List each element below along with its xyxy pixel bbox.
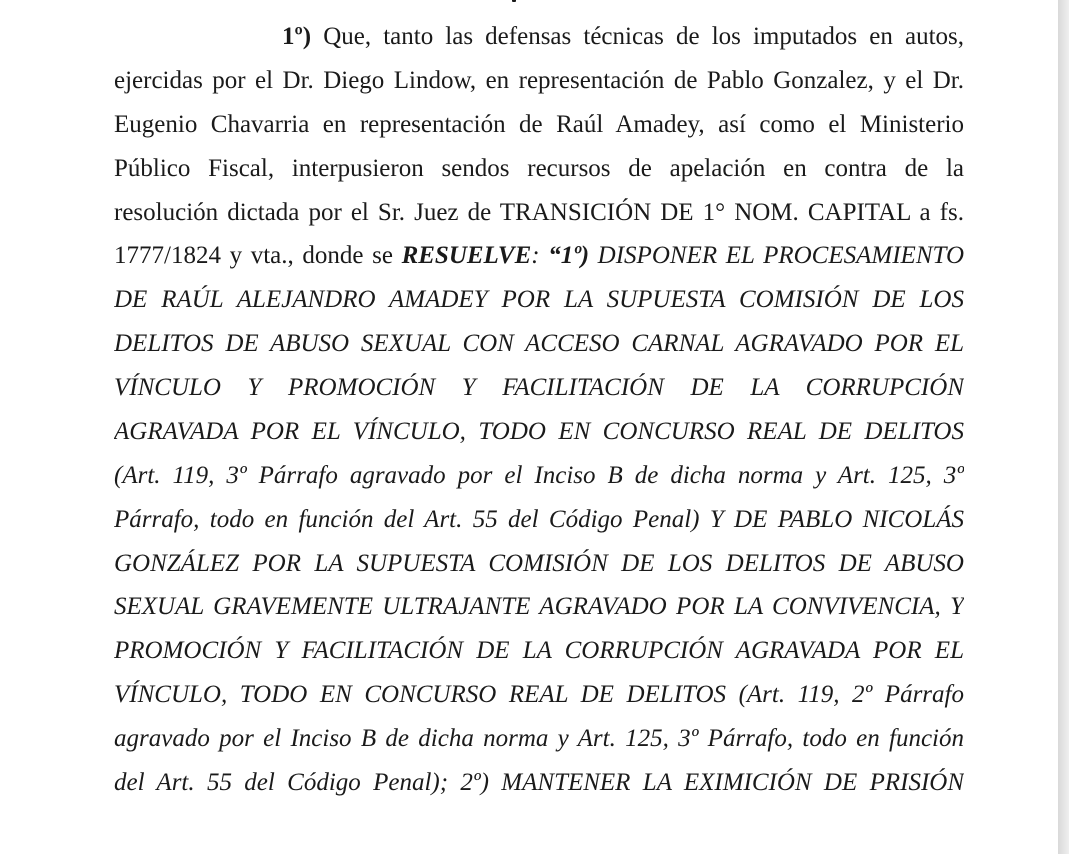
line-text: SEXUAL GRAVEMENTE ULTRAJANTE AGRAVADO POR LA CONVIVENCIA, Y xyxy=(114,593,964,620)
line-text: Párrafo, todo en función del Art. 55 del Código Penal) Y DE PABLO NICOLÁS xyxy=(114,506,964,533)
resuelve-keyword: RESUELVE xyxy=(401,242,532,269)
line-text: AGRAVADA POR EL VÍNCULO, TODO EN CONCURSO REAL DE DELITOS xyxy=(114,418,964,445)
line-text: resolución dictada por el Sr. Juez de TRANSICIÓN DE 1° NOM. CAPITAL a fs. xyxy=(114,199,964,226)
paragraph-line-3 xyxy=(114,110,964,140)
paragraph-number: 1º) xyxy=(282,23,312,50)
paragraph-line-16 xyxy=(114,680,964,710)
paragraph-line-5 xyxy=(114,198,964,228)
paragraph-line-2 xyxy=(114,66,964,96)
line-text: DE RAÚL ALEJANDRO AMADEY POR LA SUPUESTA COMISIÓN DE LOS xyxy=(114,286,964,313)
resolution-number: “1º) xyxy=(548,242,590,269)
line-text: VÍNCULO, TODO EN CONCURSO REAL DE DELITOS (Art. 119, 2º Párrafo xyxy=(114,681,964,708)
paragraph-line-6 xyxy=(114,241,964,271)
line-text: (Art. 119, 3º Párrafo agravado por el Inciso B de dicha norma y Art. 125, 3º xyxy=(114,462,964,489)
line-text: ejercidas por el Dr. Diego Lindow, en representación de Pablo Gonzalez, y el Dr. xyxy=(114,67,964,94)
paragraph-line-1 xyxy=(282,22,964,52)
line-text: 1777/1824 y vta., donde se xyxy=(114,242,402,269)
paragraph-line-17 xyxy=(114,724,964,754)
cut-off-glyph xyxy=(512,0,516,2)
paragraph-line-7 xyxy=(114,285,964,315)
paragraph-line-11 xyxy=(114,461,964,491)
line-text: Público Fiscal, interpusieron sendos recursos de apelación en contra de la xyxy=(114,155,964,182)
line-text: GONZÁLEZ POR LA SUPUESTA COMISIÓN DE LOS DELITOS DE ABUSO xyxy=(114,550,964,577)
line-text: Eugenio Chavarria en representación de Raúl Amadey, así como el Ministerio xyxy=(114,111,964,138)
line-text: Que, tanto las defensas técnicas de los imputados en autos, xyxy=(311,23,964,50)
paragraph-line-9 xyxy=(114,373,964,403)
paragraph-line-8 xyxy=(114,329,964,359)
line-text: del Art. 55 del Código Penal); 2º) MANTENER LA EXIMICIÓN DE PRISIÓN xyxy=(114,769,964,796)
line-text: PROMOCIÓN Y FACILITACIÓN DE LA CORRUPCIÓN AGRAVADA POR EL xyxy=(114,637,964,664)
line-text: VÍNCULO Y PROMOCIÓN Y FACILITACIÓN DE LA CORRUPCIÓN xyxy=(114,374,964,401)
line-text: : xyxy=(531,242,549,269)
paragraph-line-4 xyxy=(114,154,964,184)
line-text: DISPONER EL PROCESAMIENTO xyxy=(589,242,964,269)
paragraph-line-14 xyxy=(114,592,964,622)
paragraph-line-10 xyxy=(114,417,964,447)
paragraph-line-13 xyxy=(114,549,964,579)
paragraph-line-15 xyxy=(114,636,964,666)
page-edge-shadow xyxy=(1058,0,1069,854)
paragraph-line-18 xyxy=(114,768,964,798)
paragraph-line-12 xyxy=(114,505,964,535)
line-text: DELITOS DE ABUSO SEXUAL CON ACCESO CARNAL AGRAVADO POR EL xyxy=(114,330,964,357)
line-text: agravado por el Inciso B de dicha norma y Art. 125, 3º Párrafo, todo en función xyxy=(114,725,964,752)
